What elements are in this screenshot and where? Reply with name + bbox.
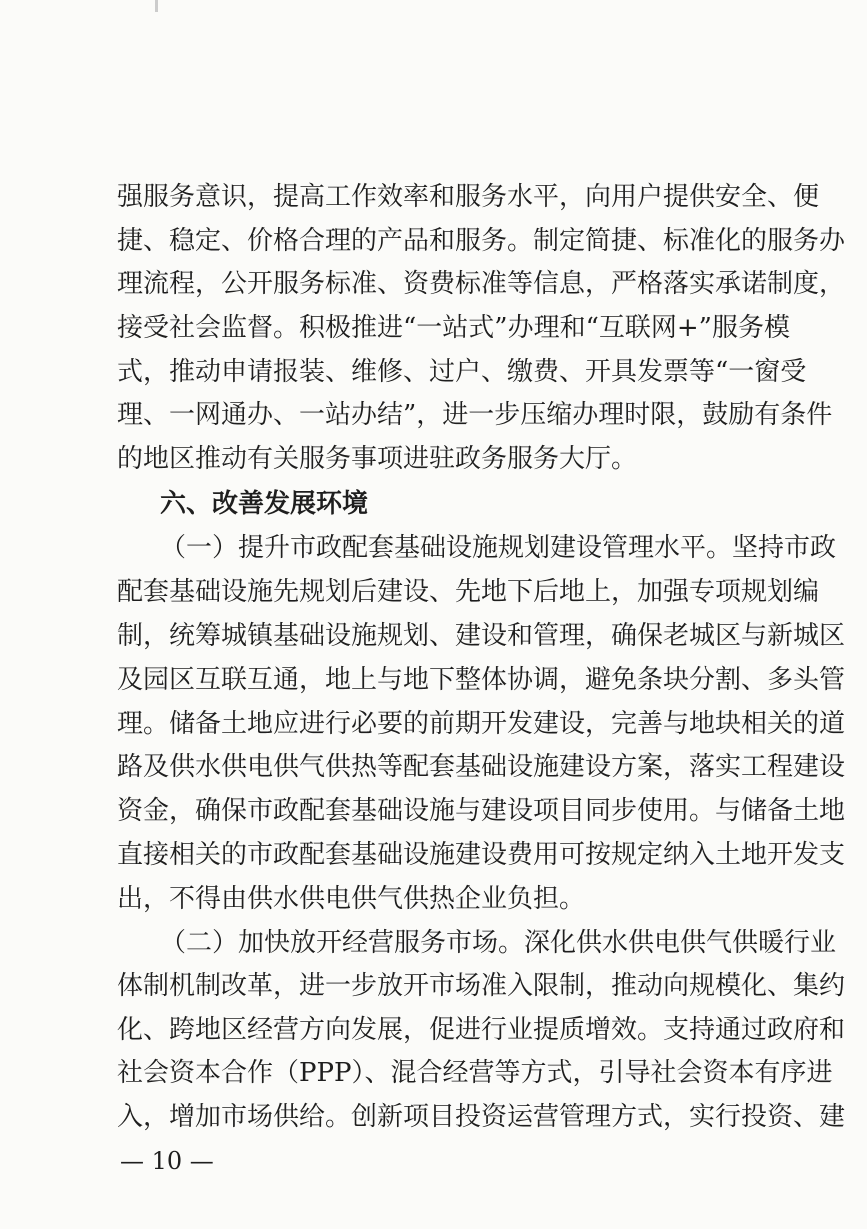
text-line: 资金，确保市政配套基础设施与建设项目同步使用。与储备土地	[117, 796, 846, 826]
text-line: 式，推动申请报装、维修、过户、缴费、开具发票等“一窗受	[117, 357, 807, 387]
text-line: 及园区互联互通，地上与地下整体协调，避免条块分割、多头管	[117, 665, 846, 695]
text-line: 社会资本合作（PPP）、混合经营等方式，引导社会资本有序进	[117, 1058, 833, 1088]
scan-artifact	[155, 0, 158, 12]
text-line: （二）加快放开经营服务市场。深化供水供电供气供暖行业	[160, 928, 837, 958]
text-line: 直接相关的市政配套基础设施建设费用可按规定纳入土地开发支	[117, 840, 846, 870]
page-number: — 10 —	[120, 1147, 214, 1175]
text-line: 入，增加市场供给。创新项目投资运营管理方式，实行投资、建	[117, 1102, 846, 1132]
text-line: 理流程，公开服务标准、资费标准等信息，严格落实承诺制度，	[117, 269, 846, 299]
text-line: （一）提升市政配套基础设施规划建设管理水平。坚持市政	[160, 533, 837, 563]
text-line: 路及供水供电供气供热等配套基础设施建设方案，落实工程建设	[117, 752, 846, 782]
text-line: 理、一网通办、一站办结”，进一步压缩办理时限，鼓励有条件	[117, 400, 833, 430]
text-line: 出，不得由供水供电供气供热企业负担。	[117, 884, 586, 914]
text-line: 强服务意识，提高工作效率和服务水平，向用户提供安全、便	[117, 182, 820, 212]
text-line: 化、跨地区经营方向发展，促进行业提质增效。支持通过政府和	[117, 1015, 846, 1045]
text-line: 理。储备土地应进行必要的前期开发建设，完善与地块相关的道	[117, 709, 846, 739]
text-line: 接受社会监督。积极推进“一站式”办理和“互联网+”服务模	[117, 313, 790, 343]
text-line: 配套基础设施先规划后建设、先地下后地上，加强专项规划编	[117, 577, 820, 607]
section-heading: 六、改善发展环境	[160, 489, 369, 519]
text-line: 的地区推动有关服务事项进驻政务服务大厅。	[117, 444, 638, 474]
text-line: 捷、稳定、价格合理的产品和服务。制定简捷、标准化的服务办	[117, 226, 846, 256]
text-line: 制，统筹城镇基础设施规划、建设和管理，确保老城区与新城区	[117, 621, 846, 651]
text-line: 体制机制改革，进一步放开市场准入限制，推动向规模化、集约	[117, 971, 846, 1001]
